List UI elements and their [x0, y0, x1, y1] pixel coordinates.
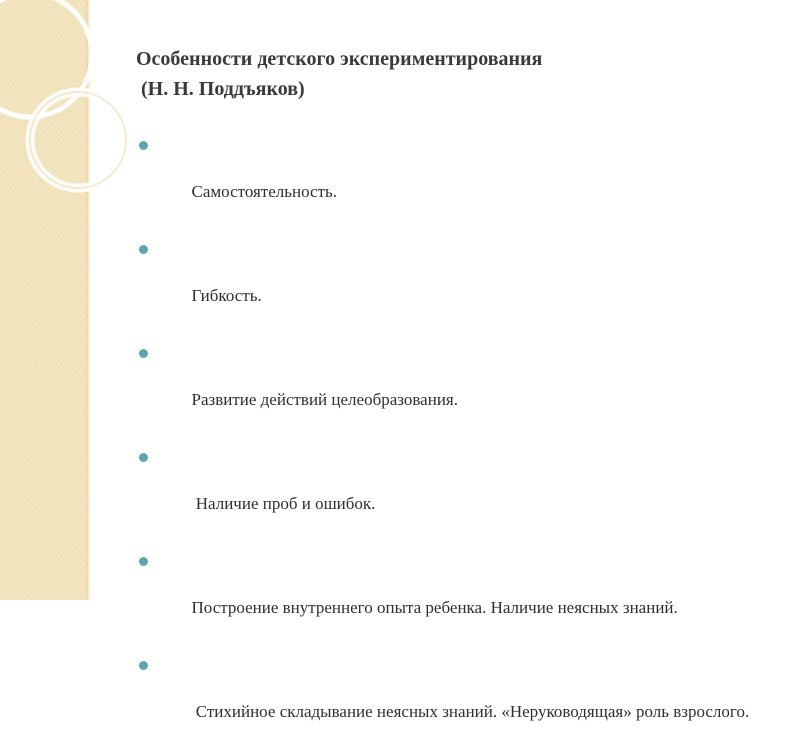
list-item	[136, 340, 756, 436]
bullet-dot-icon	[139, 557, 148, 566]
list-item-text: Построение внутреннего опыта ребенка. Наличие неясных знаний.	[191, 598, 678, 617]
bullet-dot-icon	[139, 245, 148, 254]
bullet-dot-icon	[139, 349, 148, 358]
bullet-dot-icon	[139, 453, 148, 462]
title-line-2: (Н. Н. Поддъяков)	[136, 78, 305, 100]
list-item-text: Стихийное складывание неясных знаний. «Неруководящая» роль взрослого.	[191, 702, 750, 721]
list-item	[136, 444, 756, 540]
bullet-dot-icon	[139, 661, 148, 670]
bullet-list	[136, 132, 756, 756]
list-item-text: Самостоятельность.	[191, 182, 338, 201]
list-item	[136, 548, 756, 644]
slide-title	[136, 44, 756, 104]
list-item-text: Гибкость.	[191, 286, 262, 305]
list-item-text: Развитие действий целеобразования.	[191, 390, 458, 409]
list-item	[136, 236, 756, 332]
title-line-1: Особенности детского экспериментирования	[136, 48, 543, 70]
decorative-rings	[0, 0, 120, 220]
decorative-ring-small-inner	[30, 92, 126, 188]
list-item	[136, 652, 756, 748]
list-item	[136, 132, 756, 228]
bullet-dot-icon	[139, 141, 148, 150]
list-item-text: Наличие проб и ошибок.	[191, 494, 376, 513]
